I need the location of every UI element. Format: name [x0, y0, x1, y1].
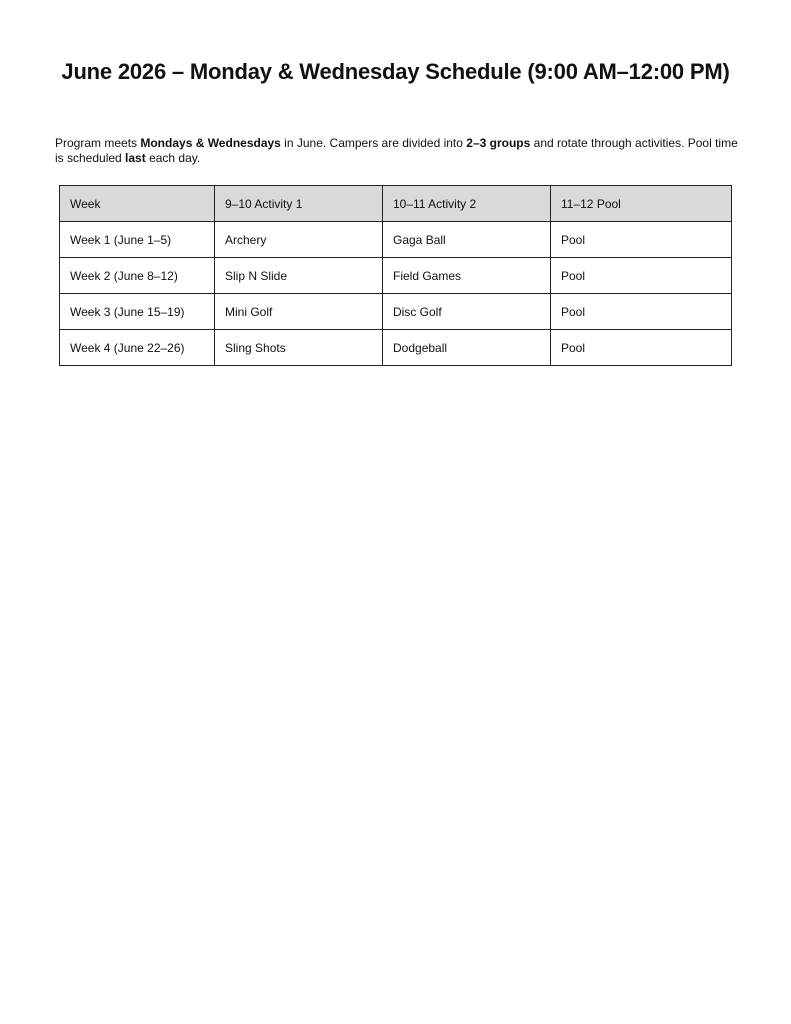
- intro-bold-days: Mondays & Wednesdays: [140, 136, 281, 150]
- header-activity-2: 10–11 Activity 2: [383, 186, 551, 222]
- intro-text: and rotate through activities. Pool time is scheduled: [55, 136, 738, 165]
- cell-week: Week 2 (June 8–12): [60, 258, 215, 294]
- cell-activity-1: Sling Shots: [215, 330, 383, 366]
- table-row: [60, 222, 732, 258]
- cell-pool: Pool: [551, 258, 732, 294]
- cell-activity-1: Mini Golf: [215, 294, 383, 330]
- intro-bold-last: last: [125, 151, 146, 165]
- page-title: June 2026 – Monday & Wednesday Schedule (9:00 AM–12:00 PM): [61, 59, 730, 84]
- cell-week: Week 1 (June 1–5): [60, 222, 215, 258]
- intro-text: each day.: [145, 151, 201, 165]
- table-row: [60, 330, 732, 366]
- header-week: Week: [60, 186, 215, 222]
- cell-pool: Pool: [551, 330, 732, 366]
- intro-text: in June. Campers are divided into: [280, 136, 467, 150]
- cell-activity-2: Gaga Ball: [383, 222, 551, 258]
- schedule-table: [59, 185, 732, 366]
- table-row: [60, 258, 732, 294]
- intro-paragraph: [55, 136, 745, 166]
- cell-activity-1: Archery: [215, 222, 383, 258]
- header-activity-1: 9–10 Activity 1: [215, 186, 383, 222]
- cell-pool: Pool: [551, 222, 732, 258]
- intro-bold-groups: 2–3 groups: [466, 136, 531, 150]
- cell-week: Week 3 (June 15–19): [60, 294, 215, 330]
- cell-week: Week 4 (June 22–26): [60, 330, 215, 366]
- cell-activity-2: Disc Golf: [383, 294, 551, 330]
- table-header-row: [60, 186, 732, 222]
- cell-activity-2: Dodgeball: [383, 330, 551, 366]
- cell-activity-2: Field Games: [383, 258, 551, 294]
- table-row: [60, 294, 732, 330]
- cell-pool: Pool: [551, 294, 732, 330]
- cell-activity-1: Slip N Slide: [215, 258, 383, 294]
- intro-text: Program meets: [55, 136, 141, 150]
- header-pool: 11–12 Pool: [551, 186, 732, 222]
